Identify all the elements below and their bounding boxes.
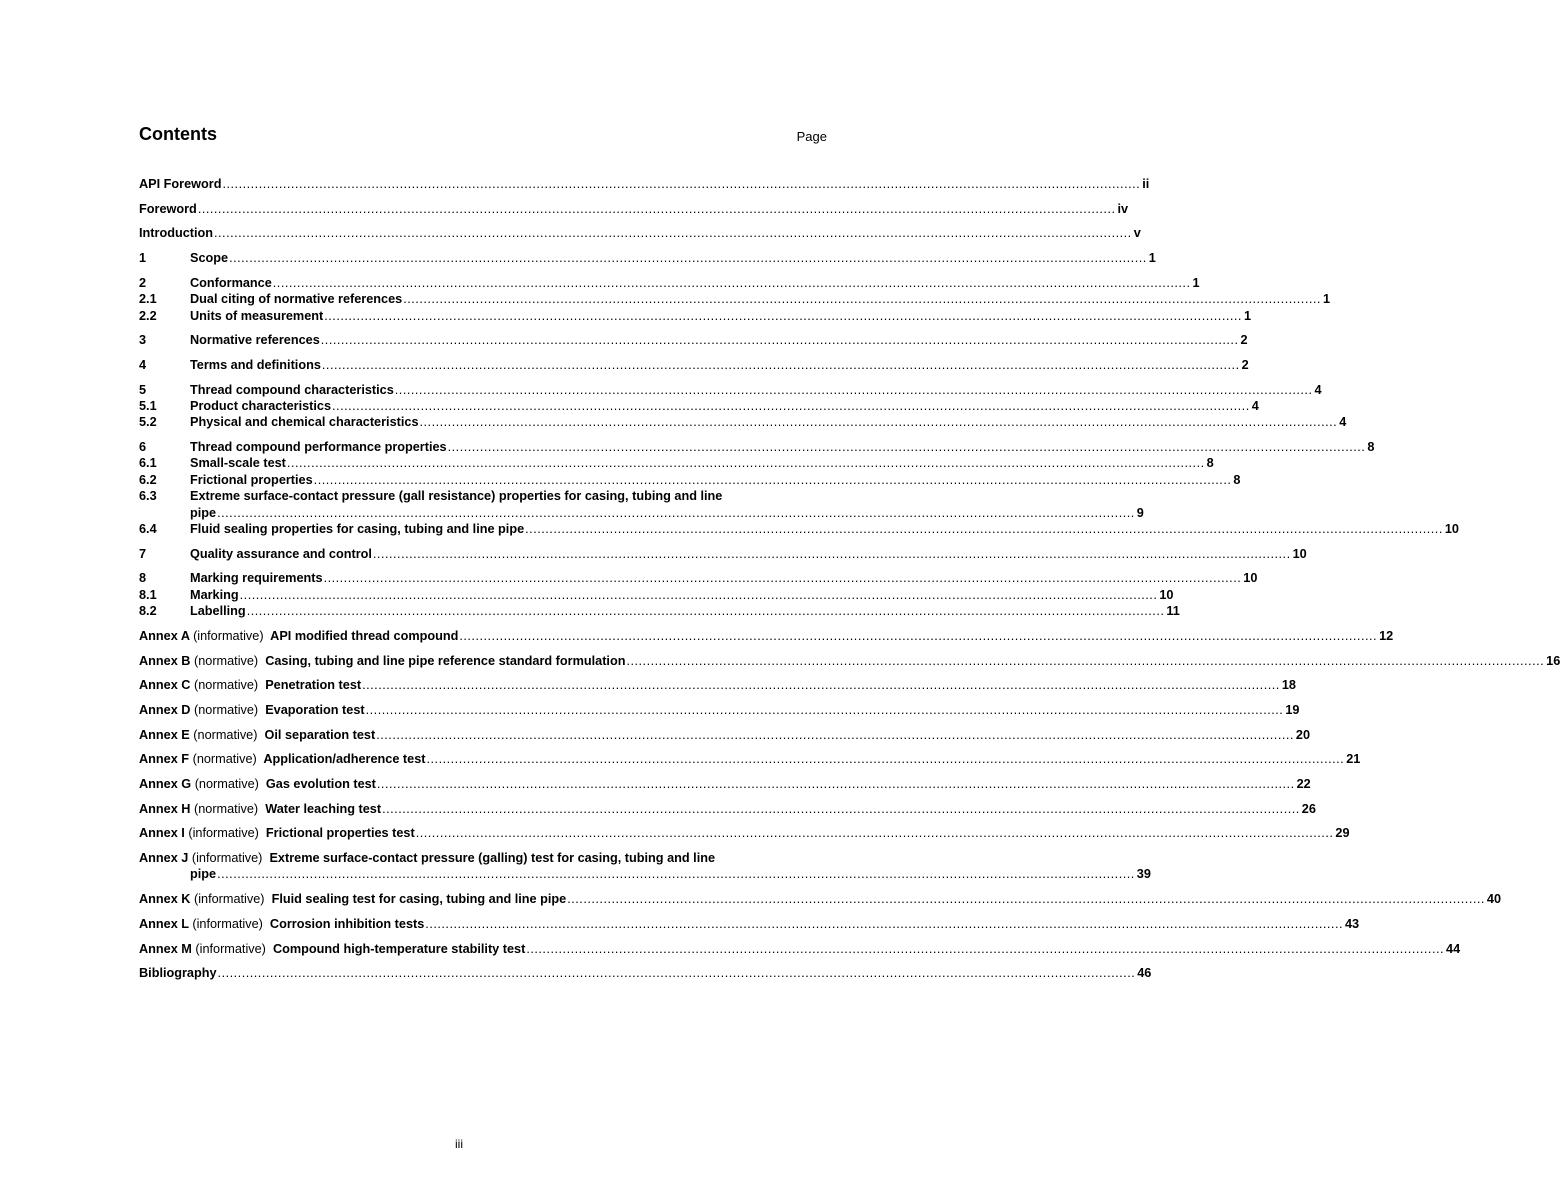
toc-annex-k[interactable] (139, 891, 1502, 907)
toc-annex-j-continuation[interactable] (139, 866, 1151, 882)
toc-entry-5[interactable] (139, 382, 1322, 398)
toc-entry-title: Labelling (190, 604, 246, 619)
toc-entry-number: 1 (139, 251, 147, 266)
toc-entry-page: 46 (1137, 966, 1152, 981)
annex-type: (informative) (195, 941, 266, 956)
toc-entry-page: 1 (1243, 308, 1252, 323)
toc-entry-page: 2 (1240, 333, 1248, 348)
annex-label: Annex B (139, 653, 191, 668)
annex-title: Gas evolution test (265, 776, 376, 791)
toc-entry-page: ii (1142, 177, 1150, 191)
toc-entry-page: 2 (1241, 357, 1249, 372)
toc-entry-8[interactable] (139, 570, 1258, 586)
toc-entry-page: 4 (1339, 415, 1347, 430)
toc-entry-page: 21 (1346, 752, 1361, 767)
annex-type: (informative) (194, 892, 265, 907)
toc-entry-title: Physical and chemical characteristics (190, 415, 419, 430)
toc-entry-title: Marking (190, 587, 239, 602)
toc-entry-6[interactable] (139, 439, 1375, 455)
toc-entry-title: Thread compound performance properties (190, 440, 447, 455)
toc-entry-6-3-continuation[interactable] (139, 505, 1144, 521)
toc-entry-page: 8 (1206, 456, 1214, 471)
annex-title: Frictional properties test (265, 826, 415, 841)
toc-entry-page: 4 (1251, 398, 1259, 413)
toc-entry-page: 16 (1546, 653, 1560, 668)
annex-title: Corrosion inhibition tests (269, 916, 425, 931)
toc-entry-number: 6 (139, 440, 147, 455)
annex-label: Annex D (139, 702, 191, 717)
annex-label: Annex G (139, 776, 192, 791)
toc-entry-page: 39 (1136, 867, 1151, 882)
toc-entry-page: 18 (1281, 678, 1296, 693)
toc-entry-number: 3 (139, 333, 147, 348)
annex-label: Annex M (139, 941, 192, 956)
toc-entry-api-foreword[interactable] (139, 176, 1150, 192)
toc-entry-page: iv (1117, 201, 1129, 216)
annex-type: (normative) (194, 702, 259, 717)
page-title: Contents (139, 124, 217, 144)
toc-entry-title-continuation: pipe (190, 505, 217, 520)
toc-entry-number: 8.2 (139, 604, 157, 619)
toc-entry-title: API Foreword (139, 177, 222, 191)
toc-entry-1[interactable] (139, 250, 1156, 266)
toc-entry-page: 26 (1301, 801, 1316, 816)
toc-entry-title: Scope (190, 251, 229, 266)
toc-entry-6-4[interactable] (139, 521, 1459, 537)
toc-entry-6-3[interactable] (139, 488, 827, 504)
toc-entry-2-1[interactable] (139, 291, 1330, 307)
toc-entry-number: 4 (139, 357, 147, 372)
toc-entry-page: 19 (1285, 702, 1300, 717)
toc-annex-h[interactable] (139, 801, 1316, 817)
page-number: iii (455, 1137, 463, 1151)
annex-title: Penetration test (265, 678, 362, 693)
annex-title: Application/adherence test (263, 752, 426, 767)
page-column-label: Page (796, 129, 827, 144)
toc-entry-6-2[interactable] (139, 472, 1241, 488)
toc-annex-e[interactable] (139, 727, 1311, 743)
annex-label: Annex J (139, 851, 189, 866)
annex-type: (informative) (192, 916, 263, 931)
toc-entry-number: 8.1 (139, 587, 157, 602)
toc-entry-title: Extreme surface-contact pressure (gall resistance) properties for casing, tubing and line (190, 489, 723, 504)
toc-entry-number: 5.1 (139, 398, 157, 413)
toc-annex-j[interactable] (139, 850, 827, 866)
toc-entry-page: 1 (1148, 251, 1156, 266)
toc-annex-i[interactable] (139, 825, 1350, 841)
annex-type: (informative) (188, 826, 259, 841)
toc-entry-4[interactable] (139, 357, 1249, 373)
toc-entry-title: Terms and definitions (190, 357, 321, 372)
toc-entry-page: 10 (1243, 571, 1258, 586)
toc-entry-8-2[interactable] (139, 603, 1180, 619)
toc-entry-title: Thread compound characteristics (190, 382, 394, 397)
toc-entry-page: 20 (1295, 727, 1311, 742)
toc-entry-page: 1 (1322, 292, 1330, 307)
toc-entry-number: 2 (139, 275, 147, 290)
toc-annex-a[interactable] (139, 628, 1394, 644)
table-of-contents (139, 176, 1560, 982)
toc-entry-title: Marking requirements (190, 571, 323, 586)
toc-annex-m[interactable] (139, 941, 1461, 957)
toc-entry-8-1[interactable] (139, 587, 1174, 603)
toc-entry-title: Frictional properties (190, 472, 313, 487)
annex-type: (normative) (194, 653, 259, 668)
annex-label: Annex L (139, 916, 189, 931)
toc-entry-3[interactable] (139, 332, 1248, 348)
toc-entry-page: 12 (1379, 628, 1394, 643)
toc-entry-title: Foreword (139, 201, 197, 216)
toc-entry-number: 6.3 (139, 489, 157, 504)
toc-entry-5-1[interactable] (139, 398, 1259, 414)
annex-title: Fluid sealing test for casing, tubing and line pipe (271, 892, 567, 907)
toc-entry-2-2[interactable] (139, 308, 1252, 324)
toc-entry-number: 8 (139, 571, 147, 586)
toc-entry-number: 2.1 (139, 292, 157, 307)
toc-entry-5-2[interactable] (139, 414, 1347, 430)
annex-title: API modified thread compound (270, 628, 459, 643)
toc-annex-c[interactable] (139, 677, 1296, 693)
annex-label: Annex K (139, 892, 191, 907)
toc-entry-page: 44 (1446, 941, 1461, 956)
toc-entry-number: 5.2 (139, 415, 157, 430)
annex-label: Annex H (139, 801, 191, 816)
toc-entry-page: 40 (1486, 892, 1502, 907)
annex-label: Annex C (139, 678, 191, 693)
toc-entry-number: 6.1 (139, 456, 157, 471)
annex-label: Annex F (139, 752, 190, 767)
toc-entry-number: 2.2 (139, 308, 157, 323)
toc-entry-title: Product characteristics (190, 398, 332, 413)
toc-entry-title: Fluid sealing properties for casing, tubing and line pipe (190, 522, 525, 537)
annex-type: (informative) (191, 851, 263, 866)
annex-title: Compound high-temperature stability test (272, 941, 526, 956)
toc-entry-2[interactable] (139, 275, 1200, 291)
annex-label: Annex A (139, 628, 190, 643)
toc-entry-page: 22 (1296, 776, 1311, 791)
toc-entry-bibliography[interactable] (139, 965, 1152, 981)
annex-label: Annex E (139, 727, 190, 742)
toc-entry-title: Introduction (139, 226, 213, 241)
toc-annex-l[interactable] (139, 916, 1360, 932)
toc-entry-page: 8 (1233, 472, 1241, 487)
annex-type: (normative) (193, 727, 258, 742)
toc-entry-title: Small-scale test (190, 456, 286, 471)
toc-annex-b[interactable] (139, 653, 1560, 669)
toc-entry-foreword[interactable] (139, 201, 1129, 217)
toc-entry-page: 4 (1314, 382, 1322, 397)
toc-entry-page: 8 (1367, 440, 1375, 455)
toc-entry-number: 7 (139, 546, 147, 561)
toc-entry-title: Conformance (190, 275, 272, 290)
annex-title: Oil separation test (264, 727, 376, 742)
toc-entry-page: 9 (1136, 505, 1144, 520)
annex-type: (normative) (194, 801, 259, 816)
toc-entry-title: Dual citing of normative references (190, 292, 403, 307)
toc-entry-introduction[interactable] (139, 225, 1141, 241)
toc-entry-7[interactable] (139, 546, 1307, 562)
toc-entry-number: 6.2 (139, 472, 157, 487)
toc-entry-page: 10 (1159, 587, 1174, 602)
toc-annex-g[interactable] (139, 776, 1311, 792)
toc-entry-page: 1 (1192, 275, 1200, 290)
toc-entry-title: Normative references (190, 333, 320, 348)
toc-entry-title: Bibliography (139, 966, 217, 981)
annex-title: Casing, tubing and line pipe reference standard formulation (265, 653, 626, 668)
toc-entry-title: Quality assurance and control (190, 546, 372, 561)
annex-type: (normative) (194, 678, 259, 693)
annex-title: Water leaching test (265, 801, 382, 816)
annex-label: Annex I (139, 826, 185, 841)
toc-entry-title: Units of measurement (190, 308, 324, 323)
contents-heading (139, 124, 827, 148)
toc-entry-page: 43 (1345, 916, 1360, 931)
toc-entry-page: v (1133, 226, 1141, 241)
toc-entry-number: 5 (139, 382, 147, 397)
toc-entry-page: 29 (1335, 826, 1350, 841)
toc-annex-d[interactable] (139, 702, 1300, 718)
toc-entry-6-1[interactable] (139, 455, 1214, 471)
annex-title-continuation: pipe (190, 867, 217, 882)
annex-title: Evaporation test (265, 702, 365, 717)
annex-type: (informative) (193, 628, 264, 643)
toc-entry-number: 6.4 (139, 522, 157, 537)
toc-entry-page: 10 (1292, 546, 1307, 561)
toc-entry-page: 10 (1444, 522, 1459, 537)
annex-type: (normative) (192, 752, 257, 767)
toc-annex-f[interactable] (139, 751, 1361, 767)
annex-title: Extreme surface-contact pressure (galling) test for casing, tubing and line (269, 851, 716, 866)
annex-type: (normative) (194, 776, 259, 791)
toc-entry-page: 11 (1166, 604, 1180, 619)
